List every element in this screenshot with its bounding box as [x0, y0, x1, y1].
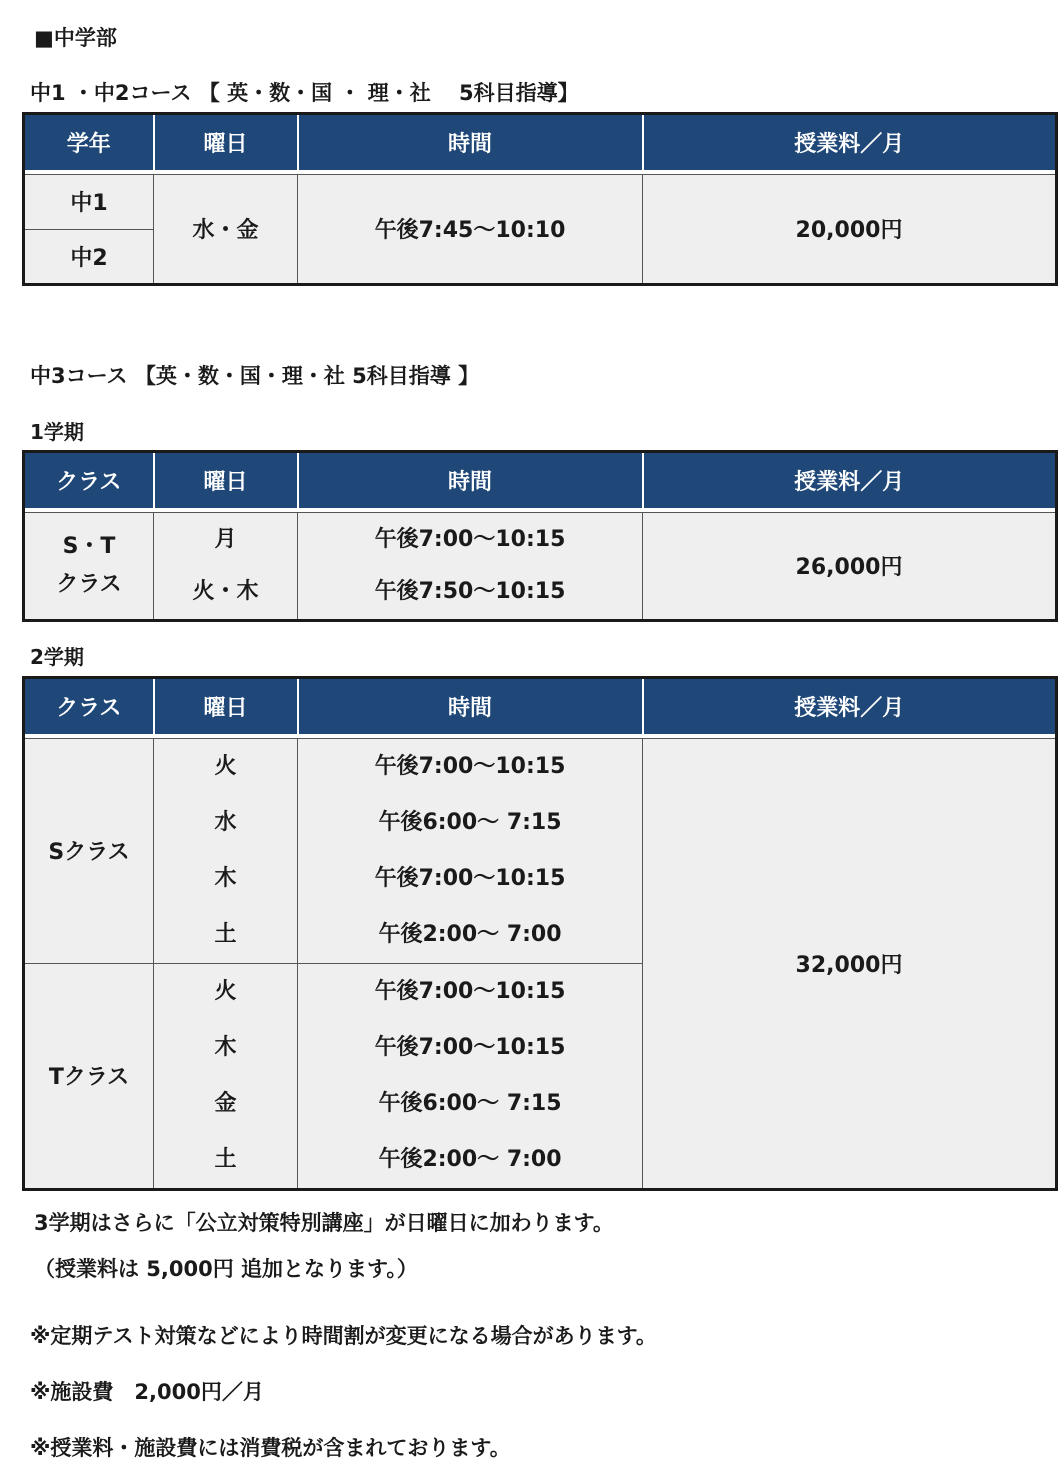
time-value: 午後7:00～10:15 [374, 526, 566, 552]
class-cell: Sクラス [24, 738, 154, 963]
term2-table [22, 676, 1058, 1191]
day-value: 土 [214, 1146, 237, 1172]
fee-cell: 20,000円 [643, 174, 1057, 284]
header-time: 時間 [298, 114, 643, 170]
term2-label: 2学期 [30, 645, 84, 669]
time-value: 午後7:00～10:15 [374, 978, 566, 1004]
time-value: 午後2:00～ 7:00 [378, 1146, 562, 1172]
header-class: クラス [24, 678, 154, 734]
class-cell: Tクラス [24, 963, 154, 1189]
course1-header-row [24, 114, 1057, 170]
time-value: 午後7:00～10:15 [374, 753, 566, 779]
course1-heading: 中1 ・中2コース 【 英・数・国 ・ 理・社 5科目指導】 [30, 81, 579, 105]
day-value: 火 [214, 753, 237, 779]
term1-header-row [24, 452, 1057, 508]
class-line2: クラス [56, 571, 122, 597]
fee-cell: 32,000円 [643, 738, 1057, 1189]
time-cell [298, 512, 643, 620]
header-fee: 授業料／月 [643, 452, 1057, 508]
schedule-change-note: ※定期テスト対策などにより時間割が変更になる場合があります。 [30, 1324, 657, 1348]
time-cell [298, 738, 643, 963]
day-value: 木 [214, 865, 237, 891]
tax-note: ※授業料・施設費には消費税が含まれております。 [30, 1436, 511, 1460]
day-cell [154, 963, 298, 1189]
time-value: 午後6:00～ 7:15 [378, 1090, 562, 1116]
class-line1: S・T [62, 533, 116, 559]
time-value: 午後7:00～10:15 [374, 865, 566, 891]
header-day: 曜日 [154, 678, 298, 734]
header-day: 曜日 [154, 452, 298, 508]
facility-fee-note: ※施設費 2,000円／月 [30, 1380, 264, 1404]
fee-cell: 26,000円 [643, 512, 1057, 620]
time-cell [298, 963, 643, 1189]
header-time: 時間 [298, 452, 643, 508]
day-value: 火・木 [192, 578, 259, 604]
term1-table [22, 450, 1058, 622]
term3-fee-note: （授業料は 5,000円 追加となります。） [34, 1257, 418, 1281]
header-day: 曜日 [154, 114, 298, 170]
grade-cell: 中2 [24, 229, 154, 284]
time-value: 午後2:00～ 7:00 [378, 921, 562, 947]
class-cell [24, 512, 154, 620]
table-row [24, 512, 1057, 620]
day-value: 火 [214, 978, 237, 1004]
header-grade: 学年 [24, 114, 154, 170]
day-value: 水 [214, 809, 237, 835]
grade-cell: 中1 [24, 174, 154, 229]
table-row [24, 738, 1057, 963]
day-value: 木 [214, 1034, 237, 1060]
time-value: 午後6:00～ 7:15 [378, 809, 562, 835]
course1-table [22, 112, 1058, 286]
header-time: 時間 [298, 678, 643, 734]
day-value: 月 [214, 526, 237, 552]
table-row [24, 174, 1057, 229]
term1-label: 1学期 [30, 420, 84, 444]
section-title: ■中学部 [34, 26, 117, 50]
term2-header-row [24, 678, 1057, 734]
header-class: クラス [24, 452, 154, 508]
course3-heading: 中3コース 【英・数・国・理・社 5科目指導 】 [30, 364, 480, 388]
header-fee: 授業料／月 [643, 114, 1057, 170]
time-cell: 午後7:45～10:10 [298, 174, 643, 284]
day-cell [154, 512, 298, 620]
header-fee: 授業料／月 [643, 678, 1057, 734]
term3-note: 3学期はさらに「公立対策特別講座」が日曜日に加わります。 [34, 1211, 614, 1235]
day-value: 土 [214, 921, 237, 947]
day-cell [154, 738, 298, 963]
day-cell: 水・金 [154, 174, 298, 284]
time-value: 午後7:50～10:15 [374, 578, 566, 604]
time-value: 午後7:00～10:15 [374, 1034, 566, 1060]
day-value: 金 [214, 1090, 237, 1116]
